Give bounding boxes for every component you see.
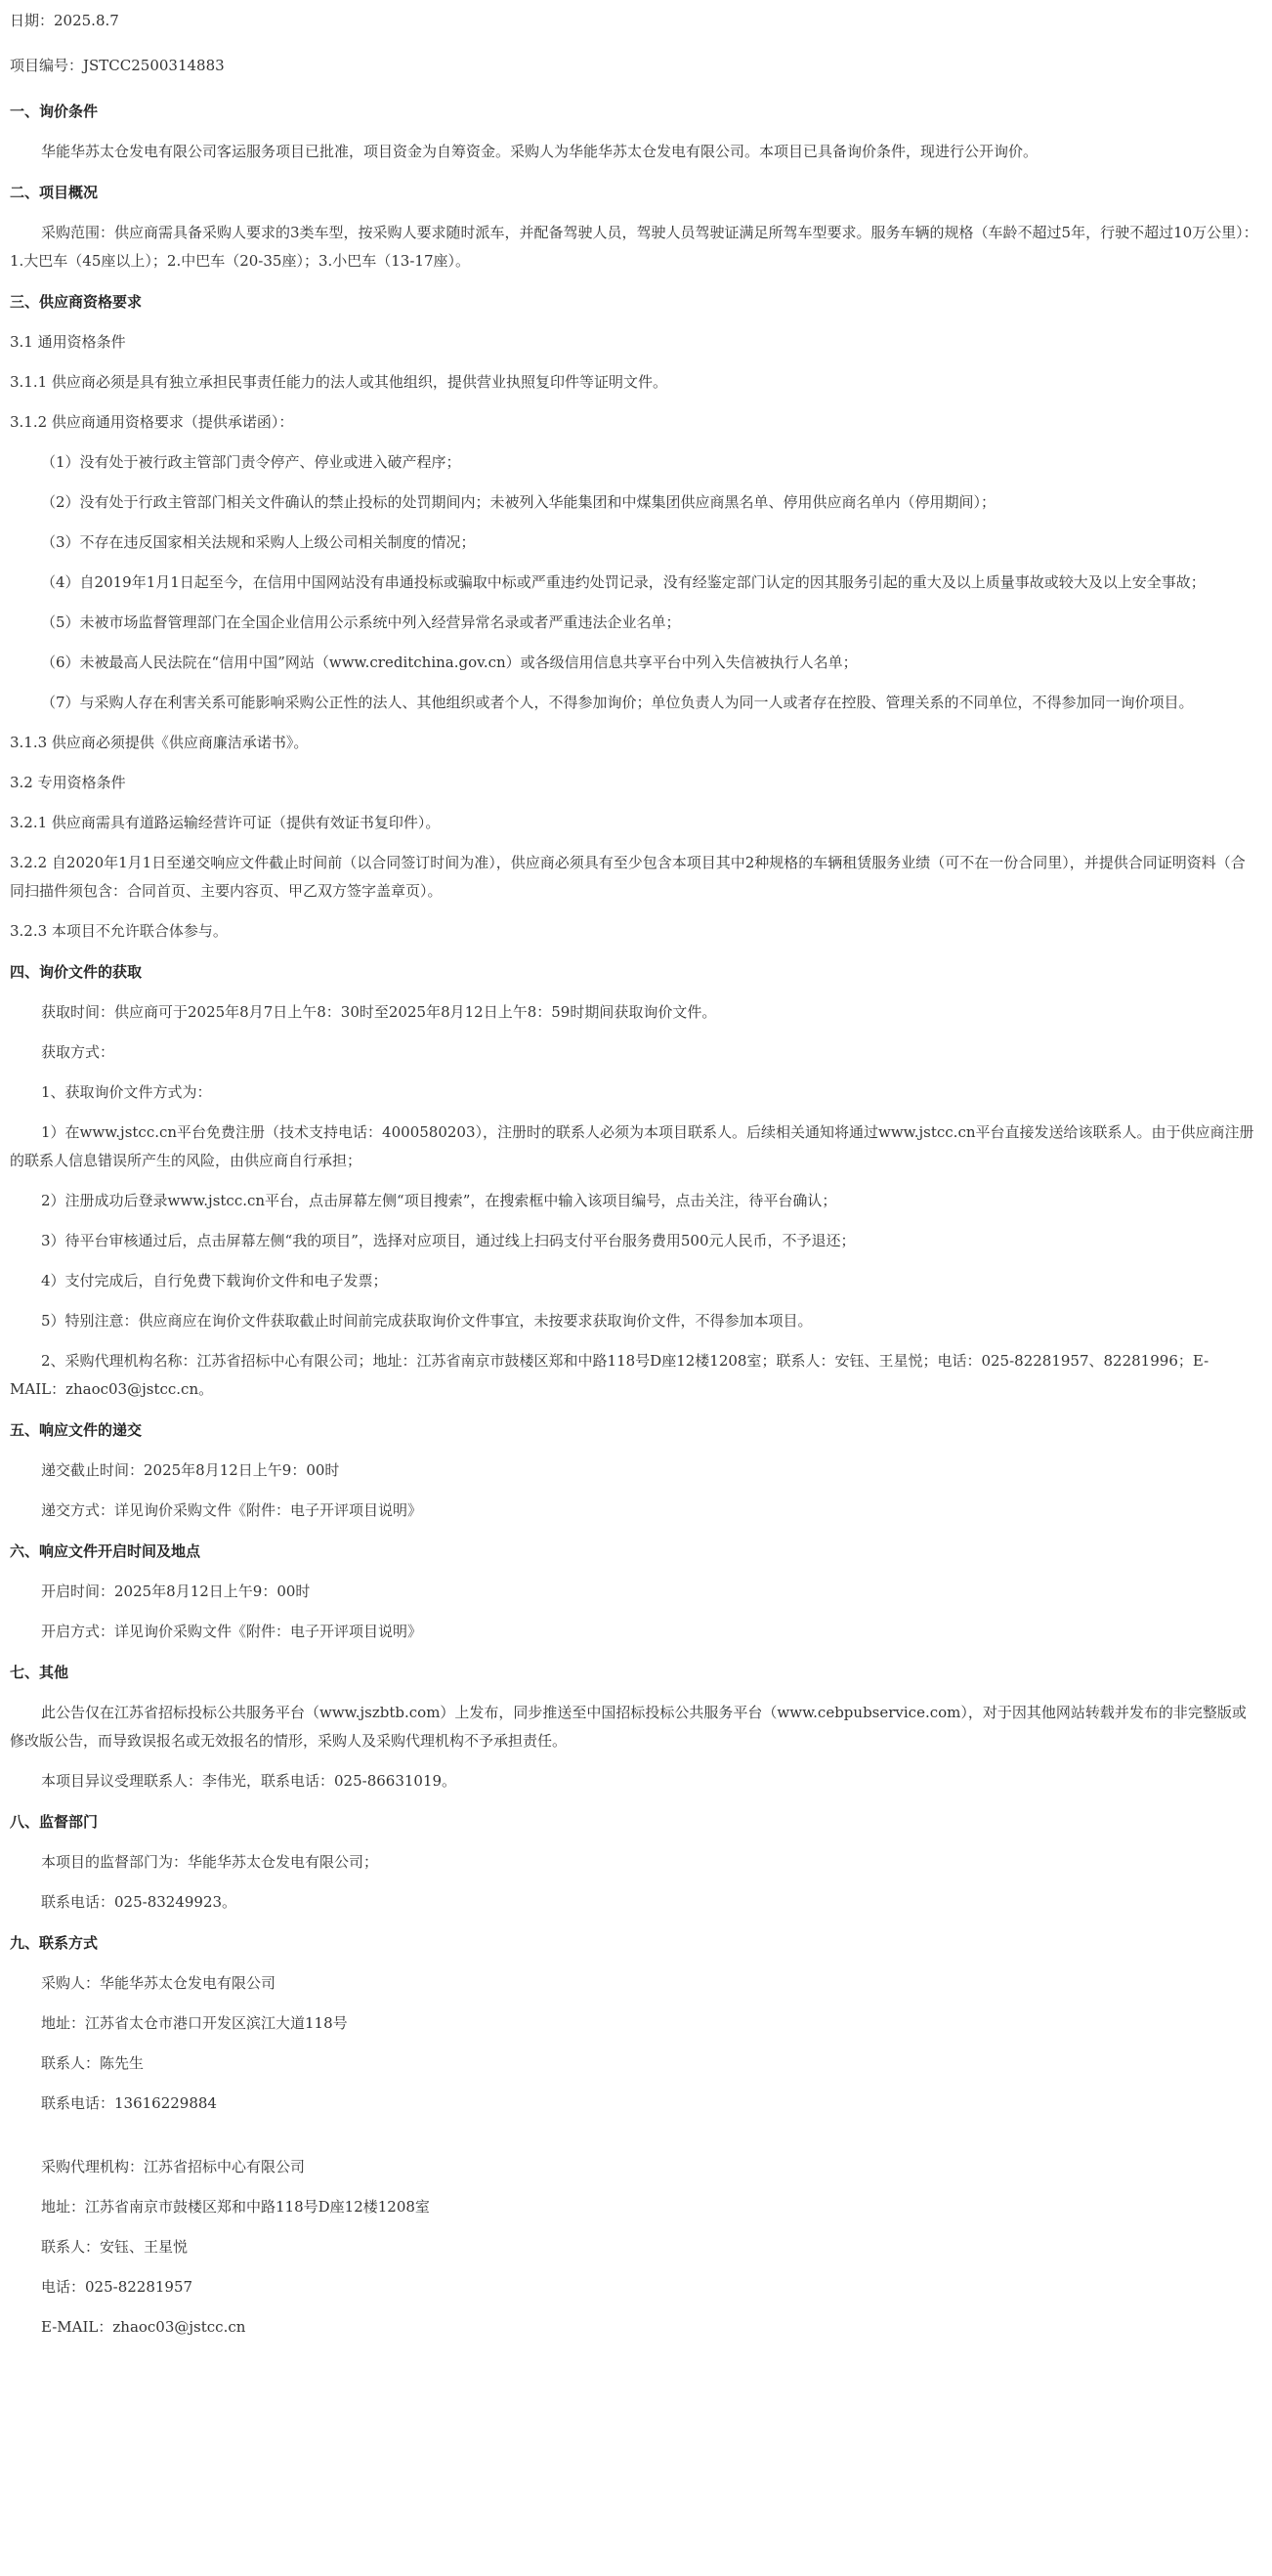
paragraph-project-overview: 采购范围：供应商需具备采购人要求的3类车型，按采购人要求随时派车，并配备驾驶人员，驾驶人员驾驶证满足所驾车型要求。服务车辆的规格（车龄不超过5年，行驶不超过10万公里）：1.大巴车（45座以上）；2.中巴车（20-35座）；3.小巴车（13-17座）。 <box>10 224 1258 270</box>
obtain-method-label: 获取方式： <box>41 1043 115 1061</box>
clause-3-2-1: 3.2.1 供应商需具有道路运输经营许可证（提供有效证书复印件）。 <box>10 814 441 831</box>
section-heading-submission: 五、响应文件的递交 <box>10 1421 143 1439</box>
section-heading-project-overview: 二、项目概况 <box>10 184 99 201</box>
obtain-step: 3）待平台审核通过后，点击屏幕左侧“我的项目”，选择对应项目，通过线上扫码支付平台服务费用500元人民币，不予退还； <box>41 1232 856 1249</box>
buyer-name: 采购人：华能华苏太仓发电有限公司 <box>41 1974 276 1992</box>
obtain-step: 2）注册成功后登录www.jstcc.cn平台，点击屏幕左侧“项目搜索”，在搜索框中输入该项目编号，点击关注，待平台确认； <box>41 1192 837 1209</box>
opening-time: 开启时间：2025年8月12日上午9：00时 <box>41 1583 311 1600</box>
section-heading-inquiry-conditions: 一、询价条件 <box>10 103 99 120</box>
obtain-time: 获取时间：供应商可于2025年8月7日上午8：30时至2025年8月12日上午8：59时期间获取询价文件。 <box>41 1003 717 1021</box>
supervision-phone: 联系电话：025-83249923。 <box>41 1893 237 1911</box>
list-item: （7）与采购人存在利害关系可能影响采购公正性的法人、其他组织或者个人，不得参加询价；单位负责人为同一人或者存在控股、管理关系的不同单位，不得参加同一询价项目。 <box>41 694 1194 711</box>
section-heading-obtain-documents: 四、询价文件的获取 <box>10 963 143 981</box>
list-item: （3）不存在违反国家相关法规和采购人上级公司相关制度的情况； <box>41 533 476 551</box>
paragraph-inquiry-conditions: 华能华苏太仓发电有限公司客运服务项目已批准，项目资金为自筹资金。采购人为华能华苏太仓发电有限公司。本项目已具备询价条件，现进行公开询价。 <box>41 143 1039 160</box>
section-heading-other: 七、其他 <box>10 1664 69 1681</box>
agency-info: 2、采购代理机构名称：江苏省招标中心有限公司；地址：江苏省南京市鼓楼区郑和中路118号D座12楼1208室；联系人：安钰、王星悦；电话：025-82281957、82281996；E-MAIL：zhaoc03@jstcc.cn。 <box>10 1352 1209 1398</box>
supervision-department: 本项目的监督部门为：华能华苏太仓发电有限公司； <box>41 1853 379 1871</box>
list-item: （6）未被最高人民法院在“信用中国”网站（www.creditchina.gov.cn）或各级信用信息共享平台中列入失信被执行人名单； <box>41 654 858 671</box>
list-item: （5）未被市场监督管理部门在全国企业信用公示系统中列入经营异常名录或者严重违法企业名单； <box>41 613 681 631</box>
agent-phone: 电话：025-82281957 <box>41 2278 193 2296</box>
subheading-special-qualification: 3.2 专用资格条件 <box>10 774 126 791</box>
obtain-step: 5）特别注意：供应商应在询价文件获取截止时间前完成获取询价文件事宜，未按要求获取询价文件，不得参加本项目。 <box>41 1312 813 1330</box>
announcement-date: 日期：2025.8.7 <box>10 12 119 29</box>
clause-3-1-2: 3.1.2 供应商通用资格要求（提供承诺函）： <box>10 413 294 431</box>
buyer-address: 地址：江苏省太仓市港口开发区滨江大道118号 <box>41 2014 348 2032</box>
list-item: （1）没有处于被行政主管部门责令停产、停业或进入破产程序； <box>41 453 461 471</box>
list-item: （4）自2019年1月1日起至今，在信用中国网站没有串通投标或骗取中标或严重违约处罚记录，没有经鉴定部门认定的因其服务引起的重大及以上质量事故或较大及以上安全事故； <box>41 573 1206 591</box>
project-number: 项目编号：JSTCC2500314883 <box>10 57 225 74</box>
section-heading-supervision: 八、监督部门 <box>10 1813 99 1831</box>
section-heading-contact: 九、联系方式 <box>10 1934 99 1952</box>
buyer-contact: 联系人：陈先生 <box>41 2054 145 2072</box>
subheading-general-qualification: 3.1 通用资格条件 <box>10 333 126 351</box>
clause-3-2-3: 3.2.3 本项目不允许联合体参与。 <box>10 922 228 940</box>
agent-contact: 联系人：安钰、王星悦 <box>41 2238 189 2256</box>
clause-3-2-2: 3.2.2 自2020年1月1日至递交响应文件截止时间前（以合同签订时间为准），供应商必须具有至少包含本项目其中2种规格的车辆租赁服务业绩（可不在一份合同里），并提供合同证明资料（合同扫描件须包含：合同首页、主要内容页、甲乙双方签字盖章页）。 <box>10 854 1246 900</box>
submission-deadline: 递交截止时间：2025年8月12日上午9：00时 <box>41 1461 340 1479</box>
section-heading-supplier-qualification: 三、供应商资格要求 <box>10 293 143 311</box>
paragraph-publication-notice: 此公告仅在江苏省招标投标公共服务平台（www.jszbtb.com）上发布，同步推送至中国招标投标公共服务平台（www.cebpubservice.com），对于因其他网站转载并发布的非完整版或修改版公告，而导致误报名或无效报名的情形，采购人及采购代理机构不予承担责任。 <box>10 1704 1247 1750</box>
agent-email: E-MAIL：zhaoc03@jstcc.cn <box>41 2318 246 2336</box>
agent-name: 采购代理机构：江苏省招标中心有限公司 <box>41 2158 306 2175</box>
list-item: （2）没有处于行政主管部门相关文件确认的禁止投标的处罚期间内；未被列入华能集团和中煤集团供应商黑名单、停用供应商名单内（停用期间）； <box>41 493 996 511</box>
paragraph-objection-contact: 本项目异议受理联系人：李伟光，联系电话：025-86631019。 <box>41 1772 457 1790</box>
buyer-phone: 联系电话：13616229884 <box>41 2094 217 2112</box>
obtain-method-1: 1、获取询价文件方式为： <box>41 1083 212 1101</box>
obtain-step: 4）支付完成后，自行免费下载询价文件和电子发票； <box>41 1272 388 1289</box>
clause-3-1-1: 3.1.1 供应商必须是具有独立承担民事责任能力的法人或其他组织，提供营业执照复印件等证明文件。 <box>10 373 667 391</box>
agent-address: 地址：江苏省南京市鼓楼区郑和中路118号D座12楼1208室 <box>41 2198 430 2216</box>
obtain-step: 1）在www.jstcc.cn平台免费注册（技术支持电话：4000580203），注册时的联系人必须为本项目联系人。后续相关通知将通过www.jstcc.cn平台直接发送给该联系人。由于供应商注册的联系人信息错误所产生的风险，由供应商自行承担； <box>10 1123 1254 1169</box>
section-heading-opening: 六、响应文件开启时间及地点 <box>10 1542 201 1560</box>
submission-method: 递交方式：详见询价采购文件《附件：电子开评项目说明》 <box>41 1501 423 1519</box>
opening-method: 开启方式：详见询价采购文件《附件：电子开评项目说明》 <box>41 1623 423 1640</box>
clause-3-1-3: 3.1.3 供应商必须提供《供应商廉洁承诺书》。 <box>10 734 309 751</box>
